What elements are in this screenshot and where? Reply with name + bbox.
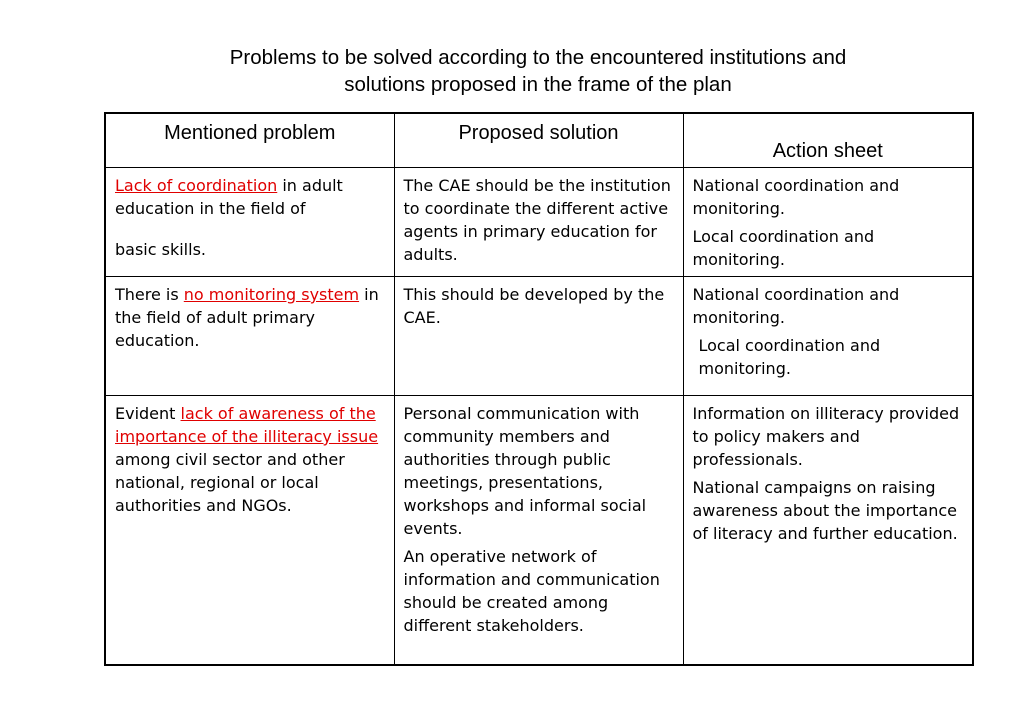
problems-solutions-table (104, 112, 974, 666)
page-title-line-1: Problems to be solved according to the encountered institutions and (229, 46, 847, 69)
action-cell (683, 396, 973, 666)
problem-text-after: in the field of adult primary education. (115, 285, 379, 350)
action-text: National campaigns on raising awareness about the importance of literacy and further education. (692, 478, 958, 543)
problem-text-after: among civil sector and other national, regional or local authorities and NGOs. (115, 450, 345, 515)
header-action-sheet: Action sheet (683, 113, 973, 168)
problem-cell (105, 277, 394, 396)
action-text: National coordination and monitoring. (692, 176, 900, 218)
problem-highlight: lack of awareness of the importance of the illiteracy issue (115, 404, 379, 446)
solution-text: The CAE should be the institution to coordinate the different active agents in primary education for adults. (403, 176, 671, 264)
action-text: Information on illiteracy provided to policy makers and professionals. (692, 404, 960, 469)
table-row (105, 277, 973, 396)
problem-text-before: There is (115, 285, 184, 304)
header-mentioned-problem: Mentioned problem (105, 113, 394, 168)
problem-cell (105, 396, 394, 666)
problem-cell (105, 168, 394, 277)
solution-cell (394, 277, 683, 396)
page-title (100, 44, 976, 98)
header-proposed-solution: Proposed solution (394, 113, 683, 168)
action-cell (683, 168, 973, 277)
action-text: Local coordination and monitoring. (698, 336, 881, 378)
problem-text-before: Evident (115, 404, 181, 423)
problem-text-extra: basic skills. (115, 240, 206, 259)
table-row (105, 168, 973, 277)
problem-text-after: in adult education in the field of (115, 176, 343, 218)
problem-highlight: Lack of coordination (115, 176, 278, 195)
action-text: National coordination and monitoring. (692, 285, 900, 327)
solution-text: An operative network of information and communication should be created among different stakeholders. (403, 547, 660, 635)
action-text: Local coordination and monitoring. (692, 227, 875, 269)
solution-cell (394, 396, 683, 666)
solution-cell (394, 168, 683, 277)
solution-text: Personal communication with community members and authorities through public meetings, presentations, workshops and informal social events. (403, 404, 647, 538)
solution-text: This should be developed by the CAE. (403, 285, 665, 327)
problem-highlight: no monitoring system (183, 285, 360, 304)
table-row (105, 396, 973, 666)
table-header-row (105, 113, 973, 168)
page-title-line-2: solutions proposed in the frame of the plan (344, 73, 732, 96)
action-cell (683, 277, 973, 396)
